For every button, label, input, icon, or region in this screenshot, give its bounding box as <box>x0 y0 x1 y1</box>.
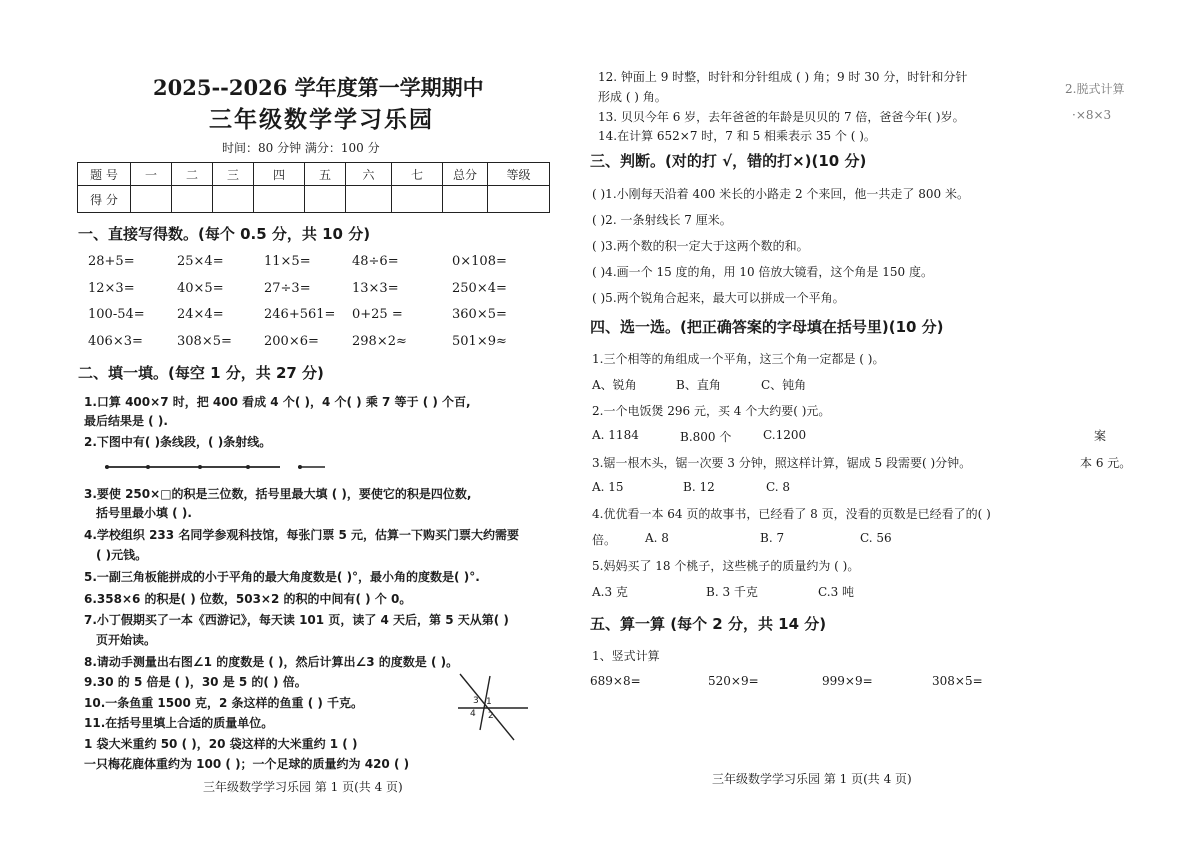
angle-label-1: 1 <box>486 697 492 707</box>
calc-item: 200×6= <box>264 334 319 349</box>
calc-item: 0+25 = <box>352 307 403 322</box>
edge-fragment: 案 <box>1094 429 1107 443</box>
vertical-calc-item: 689×8= <box>590 674 641 688</box>
judge-item: ( )4.画一个 15 度的角，用 10 倍放大镜看，这个角是 150 度。 <box>592 265 933 279</box>
score-cell[interactable] <box>443 186 488 213</box>
question-1-line1: 1.口算 400×7 时，把 400 看成 4 个( )，4 个( ) 乘 7 等于 ( ) 个百, <box>84 395 471 409</box>
question-4-line1: 4.学校组织 233 名同学参观科技馆，每张门票 5 元，估算一下购买门票大约需要 <box>84 528 520 542</box>
question-10: 10.一条鱼重 1500 克，2 条这样的鱼重 ( ) 千克。 <box>84 696 364 710</box>
question-11-line-a: 1 袋大米重约 50 ( )，20 袋这样的大米重约 1 ( ) <box>84 737 358 751</box>
score-header-cell: 等级 <box>488 163 550 186</box>
vertical-calc-item: 308×5= <box>932 674 983 688</box>
choice-option: A.3 克 <box>592 585 628 599</box>
calc-item: 25×4= <box>177 254 224 269</box>
calc-item: 12×3= <box>88 281 135 296</box>
angle-figure <box>450 668 532 744</box>
calc-item: 298×2≈ <box>352 334 407 349</box>
section-4-title: 四、选一选。(把正确答案的字母填在括号里)(10 分) <box>590 318 944 336</box>
vertical-calc-item: 999×9= <box>822 674 873 688</box>
question-1-line2: 最后结果是 ( ). <box>84 414 168 428</box>
page-footer-left: 三年级数学学习乐园 第 1 页(共 4 页) <box>203 780 403 794</box>
score-cell[interactable] <box>392 186 443 213</box>
edge-fragment: 2.脱式计算 <box>1065 82 1125 96</box>
score-table <box>77 162 550 213</box>
question-12-line2: 形成 ( ) 角。 <box>598 90 667 104</box>
judge-item: ( )3.两个数的积一定大于这两个数的和。 <box>592 239 809 253</box>
score-cell[interactable] <box>346 186 392 213</box>
choice-option: B. 3 千克 <box>706 585 758 599</box>
score-row-label: 得 分 <box>78 186 131 213</box>
question-9: 9.30 的 5 倍是 ( )，30 是 5 的( ) 倍。 <box>84 675 307 689</box>
choice-option: C.1200 <box>763 428 807 442</box>
choice-option: C. 56 <box>860 531 892 545</box>
choice-option: C、钝角 <box>761 378 807 392</box>
question-4-line2: ( )元钱。 <box>96 548 148 562</box>
score-cell[interactable] <box>305 186 346 213</box>
score-header-cell: 三 <box>213 163 254 186</box>
question-11: 11.在括号里填上合适的质量单位。 <box>84 716 274 730</box>
calc-item: 250×4= <box>452 281 507 296</box>
calc-item: 28+5= <box>88 254 135 269</box>
edge-fragment: 本 6 元。 <box>1080 456 1132 470</box>
question-7-line2: 页开始读。 <box>96 633 157 647</box>
calc-item: 0×108= <box>452 254 507 269</box>
score-header-cell: 二 <box>172 163 213 186</box>
score-header-cell: 四 <box>254 163 305 186</box>
calc-item: 40×5= <box>177 281 224 296</box>
judge-item: ( )1.小刚每天沿着 400 米长的小路走 2 个来回，他一共走了 800 米。 <box>592 187 969 201</box>
score-cell[interactable] <box>213 186 254 213</box>
calc-item: 501×9≈ <box>452 334 507 349</box>
calc-item: 100-54= <box>88 307 145 322</box>
section-2-title: 二、填一填。(每空 1 分，共 27 分) <box>78 364 324 382</box>
calc-item: 246+561= <box>264 307 336 322</box>
section-3-title: 三、判断。(对的打 √，错的打×)(10 分) <box>590 152 867 170</box>
score-cell[interactable] <box>254 186 305 213</box>
question-11-line-b: 一只梅花鹿体重约为 100 ( )；一个足球的质量约为 420 ( ) <box>84 757 410 771</box>
score-header-cell: 六 <box>346 163 392 186</box>
angle-label-4: 4 <box>470 709 476 719</box>
line-segment-figure <box>100 458 330 476</box>
question-13: 13. 贝贝今年 6 岁，去年爸爸的年龄是贝贝的 7 倍，爸爸今年( )岁。 <box>598 110 965 124</box>
judge-item: ( )5.两个锐角合起来，最大可以拼成一个平角。 <box>592 291 845 305</box>
score-cell[interactable] <box>172 186 213 213</box>
choice-option: B. 12 <box>683 480 715 494</box>
score-cell[interactable] <box>131 186 172 213</box>
choice-option: A. 1184 <box>592 428 639 442</box>
choice-option: C. 8 <box>766 480 791 494</box>
question-7-line1: 7.小丁假期买了一本《西游记》，每天读 101 页，读了 4 天后，第 5 天从第( ) <box>84 613 509 627</box>
question-2: 2.下图中有( )条线段，( )条射线。 <box>84 435 272 449</box>
judge-item: ( )2. 一条射线长 7 厘米。 <box>592 213 732 227</box>
question-3-line1: 3.要使 250×□的积是三位数，括号里最大填 ( )，要使它的积是四位数, <box>84 487 472 501</box>
choice-option: 倍。 <box>592 533 617 547</box>
choice-option: C.3 吨 <box>818 585 855 599</box>
calc-item: 308×5= <box>177 334 232 349</box>
exam-title-line1: 2025--2026 学年度第一学期期中 <box>153 75 484 100</box>
score-header-cell: 一 <box>131 163 172 186</box>
edge-fragment: ·×8×3 <box>1072 108 1112 122</box>
calc-item: 13×3= <box>352 281 399 296</box>
page-footer-right: 三年级数学学习乐园 第 1 页(共 4 页) <box>712 772 912 786</box>
choice-question-2: 2.一个电饭煲 296 元，买 4 个大约要( )元。 <box>592 404 831 418</box>
score-table-score-row <box>78 186 550 213</box>
question-14: 14.在计算 652×7 时，7 和 5 相乘表示 35 个 ( )。 <box>598 129 876 143</box>
calc-item: 27÷3= <box>264 281 311 296</box>
calc-item: 360×5= <box>452 307 507 322</box>
choice-question-4: 4.优优看一本 64 页的故事书，已经看了 8 页，没看的页数是已经看了的( ) <box>592 507 991 521</box>
score-header-cell: 七 <box>392 163 443 186</box>
angle-label-3: 3 <box>473 696 479 706</box>
choice-option: A. 8 <box>645 531 669 545</box>
calc-item: 406×3= <box>88 334 143 349</box>
question-5: 5.一副三角板能拼成的小于平角的最大角度数是( )°，最小角的度数是( )°. <box>84 570 480 584</box>
section-1-title: 一、直接写得数。(每个 0.5 分，共 10 分) <box>78 225 371 243</box>
section-5-title: 五、算一算 (每个 2 分，共 14 分) <box>590 615 827 633</box>
choice-option: B、直角 <box>676 378 721 392</box>
score-header-cell: 题 号 <box>78 163 131 186</box>
score-table-header-row <box>78 163 550 186</box>
score-header-cell: 总分 <box>443 163 488 186</box>
score-header-cell: 五 <box>305 163 346 186</box>
choice-question-1: 1.三个相等的角组成一个平角，这三个角一定都是 ( )。 <box>592 352 885 366</box>
question-12-line1: 12. 钟面上 9 时整，时针和分针组成 ( ) 角；9 时 30 分，时针和分针 <box>598 70 968 84</box>
choice-option: B. 7 <box>760 531 785 545</box>
choice-option: A. 15 <box>592 480 624 494</box>
vertical-calc-item: 520×9= <box>708 674 759 688</box>
choice-question-3: 3.锯一根木头，锯一次要 3 分钟，照这样计算，锯成 5 段需要( )分钟。 <box>592 456 972 470</box>
question-8: 8.请动手测量出右图∠1 的度数是 ( )，然后计算出∠3 的度数是 ( )。 <box>84 655 459 669</box>
question-6: 6.358×6 的积是( ) 位数，503×2 的积的中间有( ) 个 0。 <box>84 592 412 606</box>
choice-option: B.800 个 <box>680 430 732 444</box>
choice-option: A、锐角 <box>592 378 637 392</box>
question-3-line2: 括号里最小填 ( ). <box>96 506 192 520</box>
score-cell[interactable] <box>488 186 550 213</box>
angle-label-2: 2 <box>488 711 494 721</box>
section-5-subtitle: 1、竖式计算 <box>592 649 660 663</box>
choice-question-5: 5.妈妈买了 18 个桃子，这些桃子的质量约为 ( )。 <box>592 559 860 573</box>
calc-item: 48÷6= <box>352 254 399 269</box>
exam-subtitle: 时间：80 分钟 满分：100 分 <box>222 141 380 155</box>
exam-title-line2: 三年级数学学习乐园 <box>209 106 434 133</box>
calc-item: 11×5= <box>264 254 311 269</box>
calc-item: 24×4= <box>177 307 224 322</box>
